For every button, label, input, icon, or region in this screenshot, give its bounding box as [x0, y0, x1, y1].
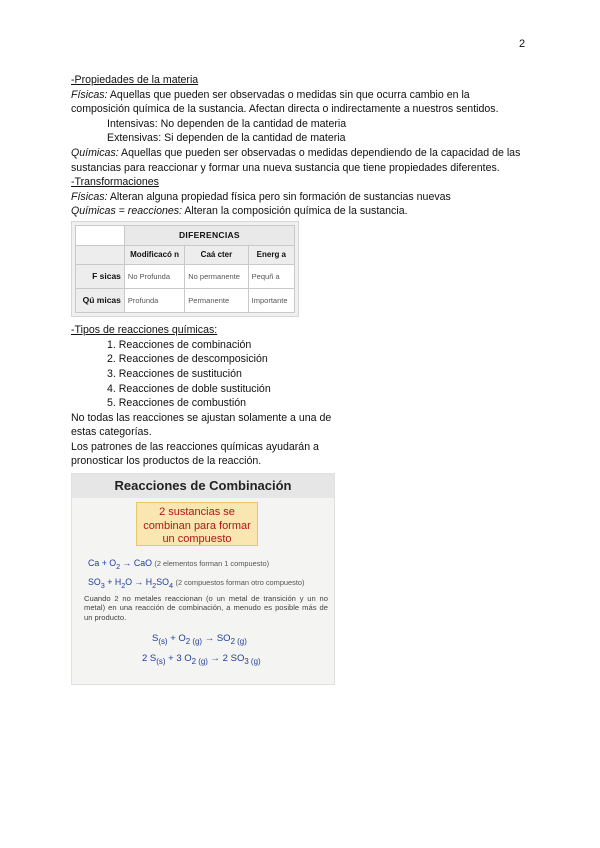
table-cell: No Profunda [124, 265, 184, 289]
label-trans-fisicas: Físicas: [71, 190, 108, 203]
combinacion-definition-box [136, 502, 258, 546]
definition-line: 2 sustancias se [159, 506, 235, 519]
equation-so2: $S_{(s)} + O_{2 (g)} \to SO_{2 (g)}$ [152, 633, 247, 646]
list-item: 1. Reacciones de combinación [107, 338, 252, 351]
row-header: F sicas [76, 265, 125, 289]
diferencias-table [75, 225, 295, 313]
table-cell: Pequñ a [248, 265, 294, 289]
table-cell: Profunda [124, 289, 184, 313]
combinacion-title: Reacciones de Combinación [72, 474, 334, 498]
definition-line: un compuesto [162, 533, 232, 546]
text-fisicas: Aquellas que pueden ser observadas o medidas sin que ocurra cambio en la composición química de la sustancia. Afectan directa o indirectamente a nuestros sentidos. [71, 88, 499, 116]
note-categorias: No todas las reacciones se ajustan solamente a una de estas categorías. [71, 411, 332, 439]
col-header: Modificacó n [124, 245, 184, 265]
diferencias-title: DIFERENCIAS [124, 225, 294, 245]
table-row [76, 289, 295, 313]
equation-h2so4: $SO_3 + H_2O \to H_2SO_4$ (2 compuestos forman otro compuesto) [88, 577, 305, 590]
table-cell: Importante [248, 289, 294, 313]
definition-line: combinan para formar [143, 519, 251, 532]
heading-propiedades: -Propiedades de la materia [71, 74, 199, 86]
text-quimicas: Aquellas que pueden ser observadas o medidas dependiendo de la capacidad de las sustancias para reaccionar y formar una nueva sustancia que tiene propiedades diferentes. [71, 146, 521, 174]
equation-note: (2 elementos forman 1 compuesto) [154, 559, 270, 569]
table-cell: Permanente [185, 289, 248, 313]
label-quimicas: Químicas: [71, 146, 119, 159]
equation-cao: $Ca + O_2$ → CaO (2 elementos forman 1 compuesto) [88, 558, 270, 571]
row-header: Qú micas [76, 289, 125, 313]
equation-so3: 2 $S_{(s)} + 3$ $O_{2 (g)} \to 2$ $SO_{3 (g)}$ [142, 653, 261, 666]
list-item: 4. Reacciones de doble sustitución [107, 382, 271, 395]
heading-tipos: -Tipos de reacciones químicas: [71, 324, 218, 337]
text-trans-fisicas: Alteran alguna propiedad física pero sin formación de sustancias nuevas [107, 190, 451, 203]
list-item: 3. Reacciones de sustitución [107, 367, 242, 380]
equation-note: (2 compuestos forman otro compuesto) [175, 578, 305, 588]
table-row [76, 265, 295, 289]
heading-transformaciones: -Transformaciones [71, 176, 159, 189]
combinacion-image [71, 473, 335, 685]
text-trans-quimicas: Alteran la composición química de la sustancia. [182, 205, 408, 218]
tipos-list [71, 338, 531, 411]
paragraph-quimicas [71, 146, 531, 175]
line-extensivas: Extensivas: Si dependen de la cantidad de materia [107, 132, 346, 145]
list-item: 2. Reacciones de descomposición [107, 353, 268, 366]
line-trans-fisicas [71, 190, 531, 205]
col-header: Caá cter [185, 245, 248, 265]
paragraph-fisicas [71, 88, 531, 117]
page-number: 2 [519, 38, 526, 50]
label-fisicas: Físicas: [71, 88, 108, 101]
table-cell: No permanente [185, 265, 248, 289]
document-body [71, 73, 531, 685]
line-intensivas: Intensivas: No dependen de la cantidad de materia [107, 117, 347, 130]
note-patrones: Los patrones de las reacciones químicas ayudarán a pronosticar los productos de la reacción. [71, 440, 319, 468]
line-trans-quimicas [71, 204, 531, 219]
col-header: Energ a [248, 245, 294, 265]
combinacion-paragraph: Cuando 2 no metales reaccionan (o un metal de transición y un no metal) en una reacción de combinación, a menudo es posible más de un producto. [84, 594, 328, 622]
label-trans-quimicas: Químicas = reacciones: [71, 205, 182, 218]
list-item: 5. Reacciones de combustión [107, 397, 246, 410]
diferencias-table-image [71, 221, 299, 317]
